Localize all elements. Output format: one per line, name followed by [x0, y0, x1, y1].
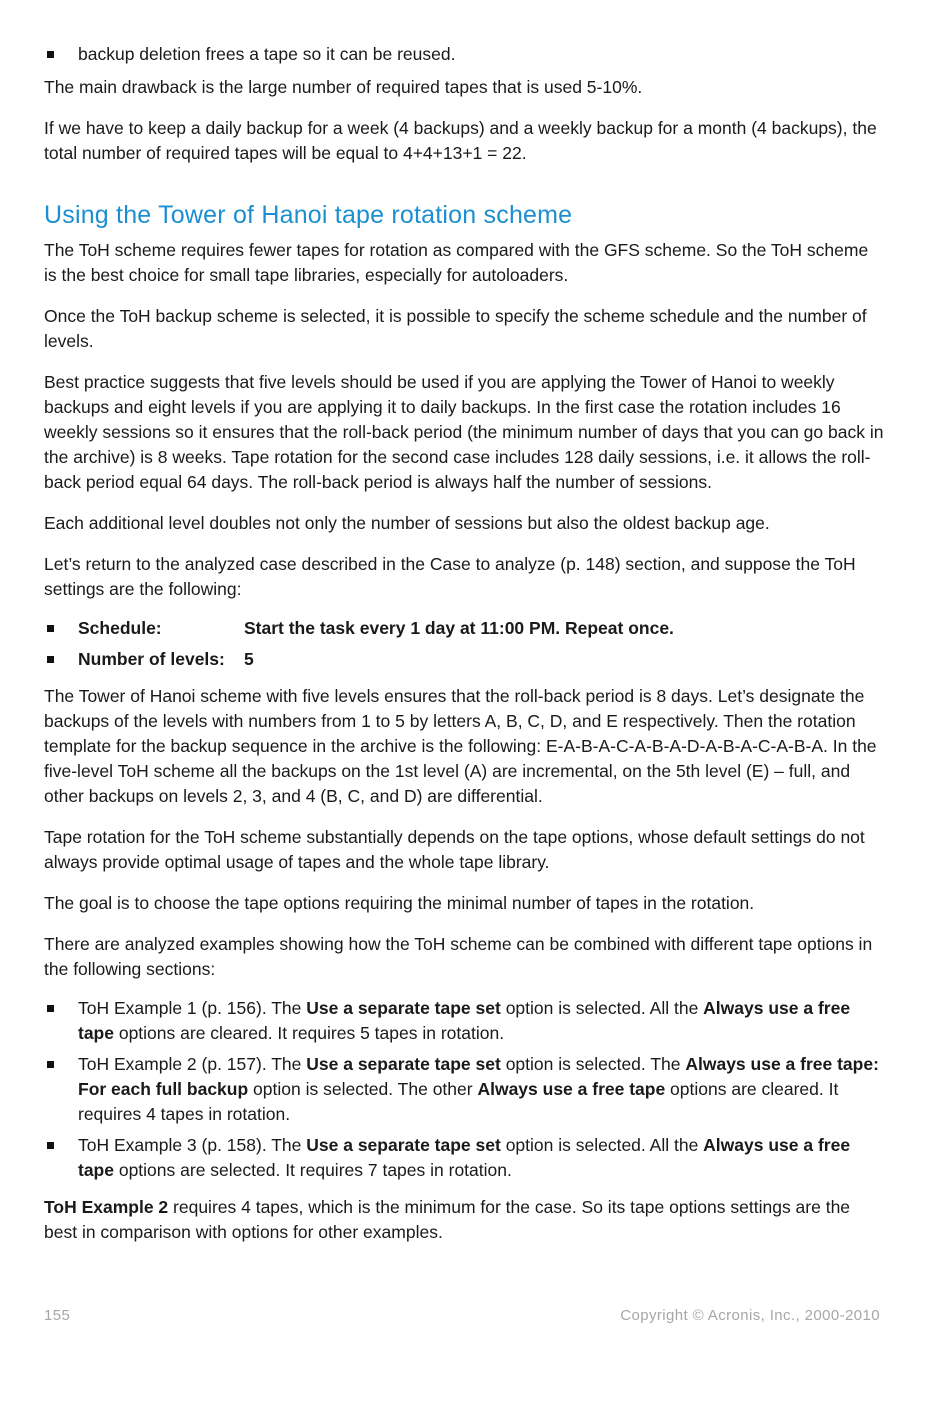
example-text: option is selected. The other	[248, 1079, 478, 1099]
example-bold: Always use a free tape	[477, 1079, 666, 1099]
page-footer	[44, 1307, 880, 1324]
paragraph-additional-level: Each additional level doubles not only the number of sessions but also the oldest backup age.	[44, 513, 770, 533]
paragraph-toh-intro: The ToH scheme requires fewer tapes for rotation as compared with the GFS scheme. So the ToH scheme is the best choice for small tape libraries, especially for autoloaders.	[44, 240, 869, 285]
examples-list	[44, 996, 884, 1183]
paragraph-examples-intro: There are analyzed examples showing how the ToH scheme can be combined with different tape options in the following sections:	[44, 934, 873, 979]
settings-list	[44, 616, 884, 672]
bullet-square-icon	[47, 625, 54, 632]
levels-value: 5	[244, 649, 254, 669]
paragraph-case-return: Let’s return to the analyzed case described in the Case to analyze (p. 148) section, and suppose the ToH settings are the following:	[44, 554, 856, 599]
list-item	[44, 42, 884, 67]
copyright-notice: Copyright © Acronis, Inc., 2000-2010	[620, 1307, 880, 1324]
section-heading: Using the Tower of Hanoi tape rotation scheme	[44, 201, 573, 229]
example-text: ToH Example 3 (p. 158). The	[78, 1135, 307, 1155]
paragraph-best-practice: Best practice suggests that five levels should be used if you are applying the Tower of Hanoi to weekly backups and eight levels if you are applying it to daily backups. In the first case the rotation includes 16 weekly sessions so it ensures that the roll-back period (the minimum number of days that you can go back in the archive) is 8 weeks. Tape rotation for the second case includes 128 daily sessions, i.e. it allows the roll-back period equal 64 days. The roll-back period is always half the number of sessions.	[44, 372, 884, 492]
example-text: options are cleared. It requires 5 tapes in rotation.	[113, 1023, 505, 1043]
example-bold: Always use a free tape	[78, 998, 851, 1043]
paragraph-drawback: The main drawback is the large number of required tapes that is used 5-10%.	[44, 77, 643, 97]
bullet-square-icon	[47, 656, 54, 663]
schedule-label: Schedule:	[78, 618, 162, 638]
list-item-example-2	[44, 1052, 884, 1127]
list-item-example-3	[44, 1133, 884, 1183]
example-text: ToH Example 1 (p. 156). The	[78, 998, 307, 1018]
example-text: options are cleared. It requires 4 tapes in rotation.	[78, 1079, 839, 1124]
document-page	[44, 42, 884, 1261]
example-bold: Use a separate tape set	[306, 1135, 501, 1155]
page-number: 155	[44, 1307, 71, 1324]
example-text: options are selected. It requires 7 tapes in rotation.	[113, 1160, 512, 1180]
paragraph-five-levels: The Tower of Hanoi scheme with five levels ensures that the roll-back period is 8 days. Let’s designate the backups of the levels with numbers from 1 to 5 by letters A, B, C, D, and E respectively. Then the rotation template for the backup sequence in the archive is the following: E-A-B-A-C-A-B-A-D-A-B-A-C-A-B-A. In the five-level ToH scheme all the backups on the 1st level (A) are incremental, on the 5th level (E) – full, and other backups on levels 2, 3, and 4 (B, C, and D) are differential.	[44, 686, 877, 806]
paragraph-conclusion	[44, 1195, 884, 1245]
bullet-square-icon	[47, 1005, 54, 1012]
bullet-square-icon	[47, 1142, 54, 1149]
example-text: option is selected. All the	[500, 1135, 704, 1155]
example-bold: Always use a free tape: For each full backup	[78, 1054, 879, 1099]
paragraph-tape-count: If we have to keep a daily backup for a week (4 backups) and a weekly backup for a month (4 backups), the total number of required tapes will be equal to 4+4+13+1 = 22.	[44, 118, 877, 163]
list-item-example-1	[44, 996, 884, 1046]
list-item-text: backup deletion frees a tape so it can be reused.	[78, 44, 456, 64]
schedule-value: Start the task every 1 day at 11:00 PM. Repeat once.	[244, 618, 674, 638]
example-text: option is selected. The	[500, 1054, 686, 1074]
paragraph-tape-options: Tape rotation for the ToH scheme substantially depends on the tape options, whose default settings do not always provide optimal usage of tapes and the whole tape library.	[44, 827, 865, 872]
conclusion-text: requires 4 tapes, which is the minimum for the case. So its tape options settings are the best in comparison with options for other examples.	[44, 1197, 851, 1242]
paragraph-goal: The goal is to choose the tape options requiring the minimal number of tapes in the rotation.	[44, 893, 755, 913]
conclusion-bold: ToH Example 2	[44, 1197, 169, 1217]
example-text: option is selected. All the	[500, 998, 704, 1018]
example-bold: Use a separate tape set	[306, 998, 501, 1018]
paragraph-toh-selected: Once the ToH backup scheme is selected, it is possible to specify the scheme schedule and the number of levels.	[44, 306, 867, 351]
bullet-list-top	[44, 42, 884, 67]
bullet-square-icon	[47, 1061, 54, 1068]
example-bold: Use a separate tape set	[306, 1054, 501, 1074]
example-bold: Always use a free tape	[78, 1135, 851, 1180]
settings-item-schedule	[44, 616, 884, 641]
example-text: ToH Example 2 (p. 157). The	[78, 1054, 307, 1074]
levels-label: Number of levels:	[78, 649, 225, 669]
settings-item-levels	[44, 647, 884, 672]
bullet-square-icon	[47, 51, 54, 58]
